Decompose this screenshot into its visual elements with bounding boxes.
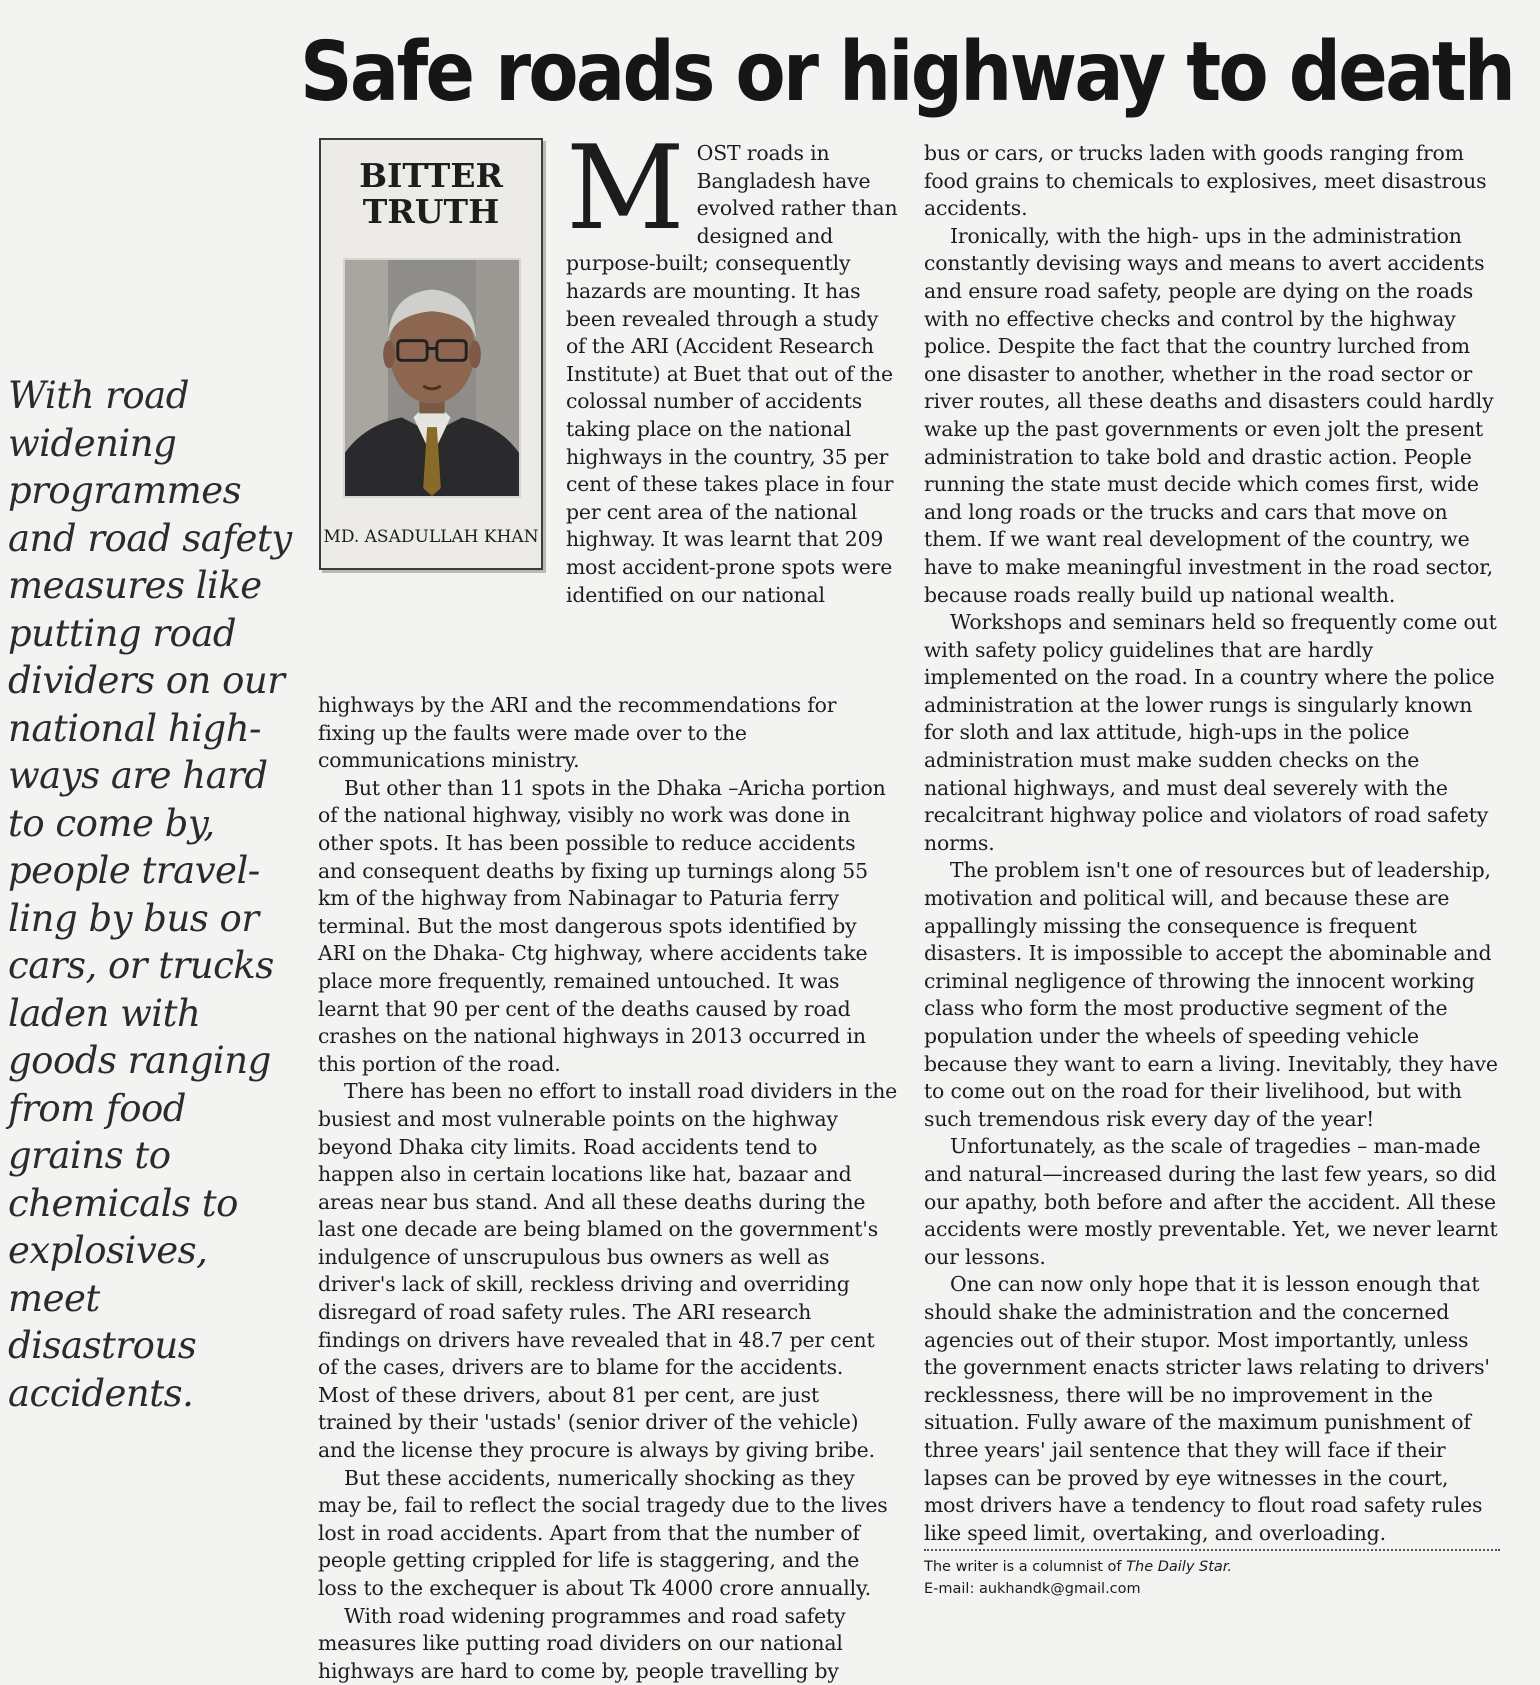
article-paragraph: One can now only hope that it is lesson enough that should shake the administration and the concerned agencies out of their stupor. Most importantly, unless the government enacts stricter laws relating to drivers' recklessness, there will be no improvement in the situation. Fully aware of the maximum punishment of three years' jail sentence that they will face if their lapses can be proved by eye witnesses in the court, most drivers have a tendency to flout road safety rules like speed limit, overtaking, and overloading. [924,1272,1490,1545]
article-paragraph: There has been no effort to install road dividers in the busiest and most vulnerable points on the highway beyond Dhaka city limits. Road accidents tend to happen also in certain locations like hat, bazaar and areas near bus stand. And all these deaths during the last one decade are being blamed on the government's indulgence of unscrupulous bus owners as well as driver's lack of skill, reckless driving and overriding disregard of road safety rules. The ARI research findings on drivers have revealed that in 48.7 per cent of the cases, drivers are to blame for the accidents. Most of these drivers, about 81 per cent, are just trained by their 'ustads' (senior driver of the vehicle) and the license they procure is always by giving bribe. [318,1079,898,1463]
article-paragraph: Workshops and seminars held so frequently come out with safety policy guidelines that are hardly implemented on the road. In a country where the police administration at the lower rungs is singularly known for sloth and lax attitude, high-ups in the police administration must make sudden checks on the national highways, and must deal severely with the recalcitrant highway police and violators of road safety norms. [924,610,1497,855]
col2-continued: bus or cars, or trucks laden with goods ranging from food grains to chemicals to explosives, meet disastrous accidents. [924,141,1487,221]
drop-cap: M [566,121,685,256]
headline: Safe roads or highway to death [300,25,1514,120]
column-title-line-1: BITTER [359,156,503,195]
dotted-divider [924,1549,1500,1551]
lead-paragraph [566,121,898,609]
author-footer [924,1556,1500,1600]
pull-quote: With road widening programmes and road safety measures like putting road dividers on our national high-ways are hard to come by, people travel-ling by bus or cars, or trucks laden with goods ranging from food grains to chemicals to explosives, meet disastrous accidents. [8,374,292,1415]
article-paragraph: Unfortunately, as the scale of tragedies – man-made and natural—increased during the last few years, so did our apathy, both before and after the accident. All these accidents were mostly preventable. Yet, we never learnt our lessons. [924,1134,1498,1269]
lead-block [318,121,898,692]
article-paragraph: The problem isn't one of resources but of leadership, motivation and political will, and because these are appallingly missing the consequence is frequent disasters. It is impossible to accept the abominable and criminal negligence of throwing the innocent working class who form the most productive segment of the population under the wheels of speeding vehicle because they want to earn a living. Inevitably, they have to come out on the road for their livelihood, but with such tremendous risk every day of the year! [924,858,1498,1131]
publication-name: The Daily Star. [1126,1559,1233,1575]
article-paragraph: With road widening programmes and road safety measures like putting road dividers on our national highways are hard to come by, people travelling by [318,1603,846,1683]
lead-continued: highways by the ARI and the recommendations for fixing up the faults were made over to the communications ministry. [318,693,837,773]
writer-note-prefix: The writer is a columnist of [924,1559,1127,1575]
article-paragraph: But these accidents, numerically shocking as they may be, fail to reflect the social tragedy due to the lives lost in road accidents. Apart from that the number of people getting crippled for life is staggering, and the loss to the exchequer is about Tk 4000 crore annually. [318,1465,888,1600]
author-byline: MD. ASADULLAH KHAN [323,527,539,547]
writer-note [924,1556,1500,1578]
lead-text: OST roads in Bangladesh have evolved rather than designed and purpose-built; consequently hazards are mounting. It has been revealed through a study of the ARI (Accident Research Institute) at Buet that out of the colossal number of accidents taking place on the national highways in the country, 35 per cent of these takes place in four per cent area of the national highway. It was learnt that 209 most accident-prone spots were identified on our national [566,141,898,607]
article-paragraph: Ironically, with the high- ups in the administration constantly devising ways and means to avert accidents and ensure road safety, people are dying on the roads with no effective checks and control by the highway police. Despite the fact that the country lurched from one disaster to another, whether in the road sector or river routes, all these deaths and disasters could hardly wake up the past governments or even jolt the present administration to take bold and drastic action. People running the state must decide which comes first, wide and long roads or the trucks and cars that move on them. If we want real development of the country, we have to make meaningful investment in the road sector, because roads really build up national wealth. [924,223,1494,607]
author-email: E-mail: aukhandk@gmail.com [924,1581,1141,1597]
article-column-1 [318,121,898,1685]
article-paragraph: But other than 11 spots in the Dhaka –Aricha portion of the national highway, visibly no work was done in other spots. It has been possible to reduce accidents and consequent deaths by fixing up turnings along 55 km of the highway from Nabinagar to Paturia ferry terminal. But the most dangerous spots identified by ARI on the Dhaka- Ctg highway, where accidents take place more frequently, remained untouched. It was learnt that 90 per cent of the deaths caused by road crashes on the national highways in 2013 occurred in this portion of the road. [318,775,886,1076]
column-title-line-2: TRUTH [362,192,500,231]
article-column-2 [924,140,1500,1547]
